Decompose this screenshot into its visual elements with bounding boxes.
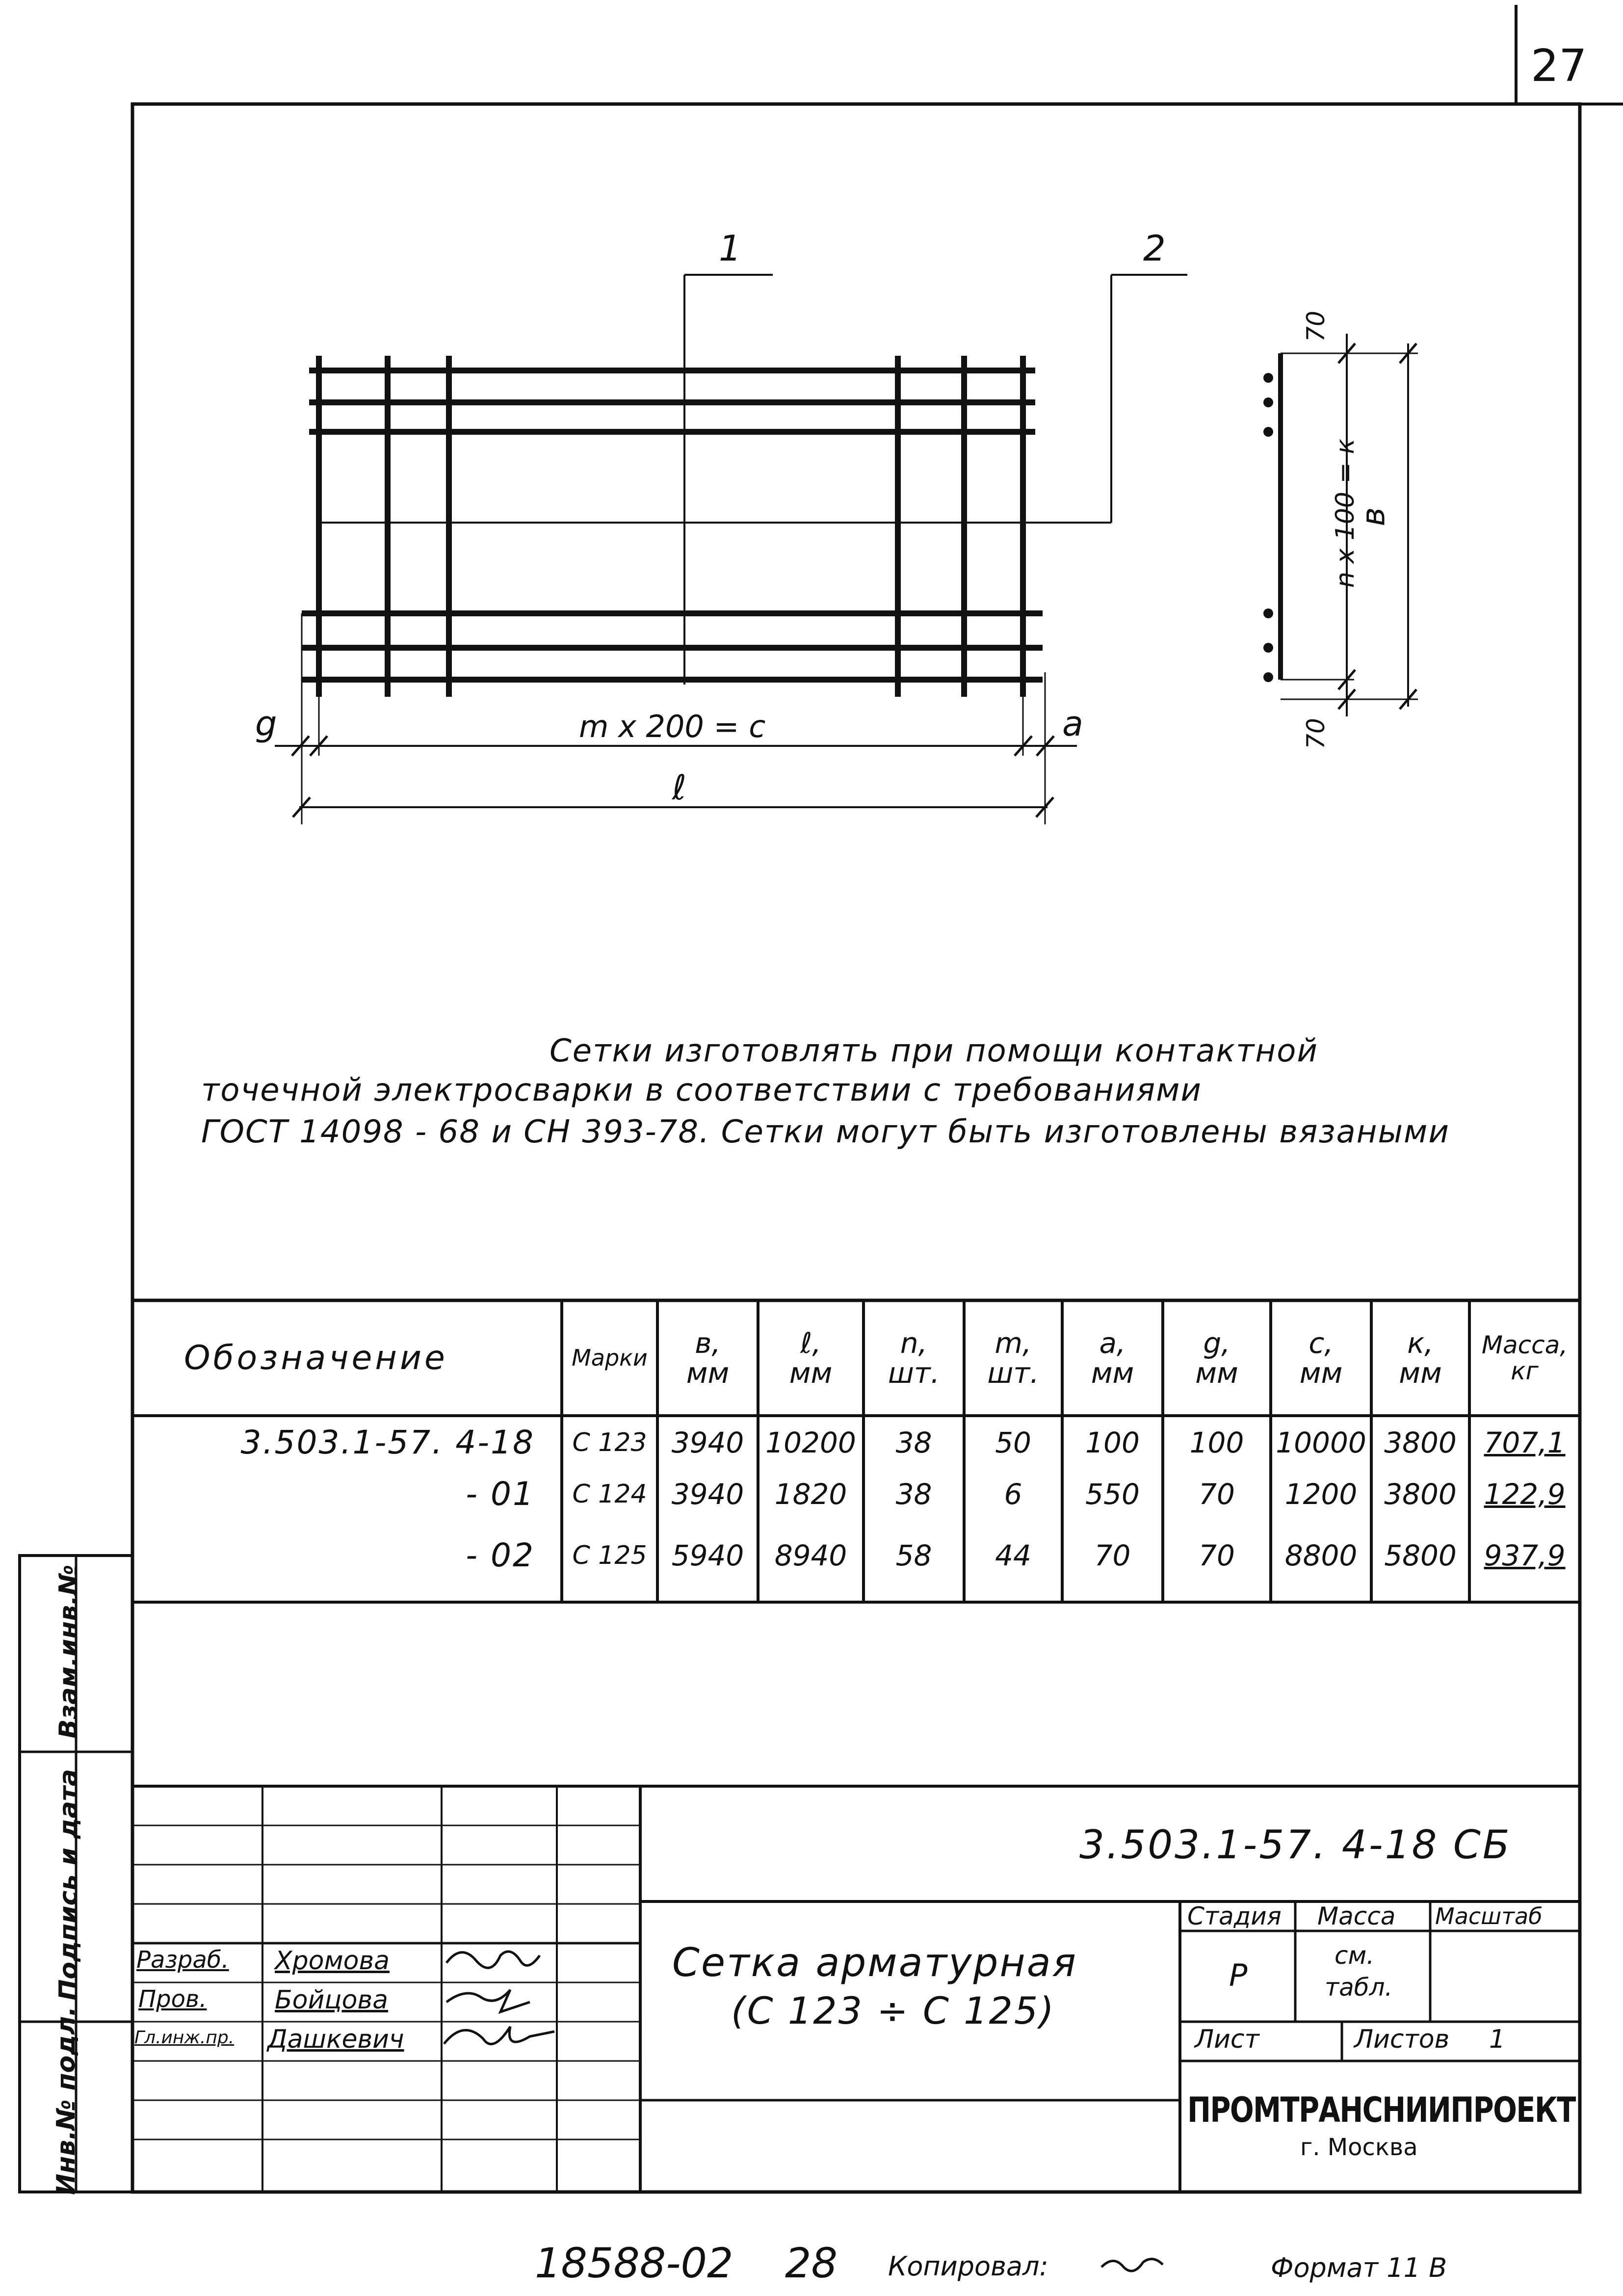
table-row-2-c: 8800 [1284, 1538, 1358, 1572]
th-m-top: m, [995, 1326, 1032, 1360]
th-c-unit: мм [1299, 1356, 1343, 1390]
table-row-2-k: 5800 [1384, 1538, 1457, 1572]
table-row-1-m: 6 [1004, 1477, 1022, 1511]
table-row-1-b: 3940 [671, 1477, 744, 1511]
table-row-2-l: 8940 [774, 1538, 847, 1572]
th-mass [1469, 1300, 1580, 1416]
table-row-2-m: 44 [995, 1538, 1031, 1572]
table-row-1-mark: С 124 [572, 1479, 647, 1509]
dim-70-bottom: 70 [1301, 718, 1330, 749]
callout-2: 2 [1143, 228, 1166, 269]
table-row-0-mass: 707,1 [1484, 1425, 1566, 1459]
sheets-label: Листов [1354, 2025, 1450, 2054]
th-b-unit: мм [686, 1356, 730, 1390]
th-a-unit: мм [1091, 1356, 1134, 1390]
table-row-2-designation: - 02 [466, 1536, 535, 1575]
table-row-1-mass: 122,9 [1484, 1477, 1566, 1511]
doc-code: 3.503.1-57. 4-18 СБ [1079, 1822, 1512, 1868]
sheet-label: Лист [1195, 2025, 1259, 2054]
th-l-top: ℓ, [800, 1326, 821, 1360]
signer-role-2: Гл.инж.пр. [134, 2028, 235, 2048]
th-c-top: c, [1309, 1326, 1334, 1360]
th-b-top: в, [695, 1326, 721, 1360]
side-vzam-label: Взам.инв.№ [54, 1564, 83, 1739]
th-g-unit: мм [1195, 1356, 1238, 1390]
footer-copied-label: Копировал: [888, 2251, 1048, 2282]
org-city: г. Москва [1300, 2134, 1418, 2161]
signer-name-0: Хромова [275, 1946, 390, 1976]
org-name: ПРОМТРАНСНИИПРОЕКТ [1187, 2090, 1575, 2130]
footer-format: Формат 11 В [1271, 2252, 1447, 2283]
th-b [657, 1300, 758, 1416]
table-row-0-mark: С 123 [572, 1427, 647, 1457]
table-row-0-k: 3800 [1384, 1425, 1457, 1459]
note-line-3: ГОСТ 14098 - 68 и СН 393-78. Сетки могут быть изготовлены вязаными [201, 1114, 1450, 1150]
side-inv-label: Инв.№ подл. [52, 2006, 81, 2195]
th-m-unit: шт. [987, 1356, 1039, 1390]
th-designation: Обозначение [184, 1338, 448, 1377]
scale-label: Масштаб [1435, 1903, 1543, 1929]
th-n [864, 1300, 964, 1416]
dim-70-top: 70 [1301, 311, 1330, 342]
table-row-0-designation: 3.503.1-57. 4-18 [240, 1424, 535, 1462]
side-podpis-label: Подпись и дата [54, 1768, 83, 2001]
th-n-unit: шт. [888, 1356, 940, 1390]
footer-page: 28 [785, 2239, 838, 2287]
th-mass-unit: кг [1511, 1356, 1539, 1385]
table-row-0-b: 3940 [671, 1425, 744, 1459]
stage-value: Р [1229, 1957, 1248, 1993]
sheet-number: 27 [1531, 40, 1587, 92]
table-row-1-a: 550 [1085, 1477, 1140, 1511]
table-row-1-c: 1200 [1284, 1477, 1358, 1511]
mass-label: Масса [1317, 1902, 1396, 1930]
dim-nk-label: n x 100 = к [1331, 438, 1361, 588]
table-row-1-n: 38 [895, 1477, 932, 1511]
table-row-2-mark: С 125 [572, 1540, 647, 1570]
table-row-0-l: 10200 [765, 1425, 856, 1459]
sheets-value: 1 [1489, 2025, 1506, 2054]
table-row-1-g: 70 [1199, 1477, 1235, 1511]
th-k-top: к, [1407, 1326, 1434, 1360]
table-row-0-n: 38 [895, 1425, 932, 1459]
th-mark: Марки [572, 1345, 648, 1372]
note-line-2: точечной электросварки в соответствии с требованиями [201, 1072, 1202, 1108]
table-row-0-c: 10000 [1276, 1425, 1366, 1459]
th-a-top: a, [1099, 1326, 1126, 1360]
table-row-2-g: 70 [1199, 1538, 1235, 1572]
note-line-1: Сетки изготовлять при помощи контактной [550, 1033, 1318, 1069]
th-g-top: g, [1203, 1326, 1230, 1360]
mass-value-1: см. [1335, 1941, 1375, 1970]
dim-mc-label: m x 200 = c [579, 709, 766, 744]
th-k [1371, 1300, 1469, 1416]
mass-value-2: табл. [1325, 1973, 1393, 2002]
th-g [1163, 1300, 1271, 1416]
table-row-0-g: 100 [1189, 1425, 1244, 1459]
signer-role-1: Пров. [138, 1985, 207, 2013]
dim-b-label: в [1354, 507, 1392, 527]
signer-name-1: Бойцова [275, 1985, 389, 2015]
table-row-2-a: 70 [1094, 1538, 1131, 1572]
table-row-0-m: 50 [995, 1425, 1031, 1459]
stage-label: Стадия [1187, 1902, 1282, 1930]
table-row-2-mass: 937,9 [1484, 1538, 1566, 1572]
th-c [1271, 1300, 1371, 1416]
signer-name-2: Дашкевич [267, 2025, 404, 2054]
th-m [964, 1300, 1062, 1416]
signer-role-0: Разраб. [136, 1946, 229, 1974]
title-line-2: (С 123 ÷ С 125) [731, 1989, 1055, 2032]
table-row-1-l: 1820 [774, 1477, 847, 1511]
table-row-1-designation: - 01 [466, 1475, 535, 1513]
th-l-unit: мм [789, 1356, 833, 1390]
table-row-1-k: 3800 [1384, 1477, 1457, 1511]
th-mass-top: Масса, [1481, 1331, 1568, 1359]
th-l [758, 1300, 864, 1416]
dim-a-label: a [1062, 704, 1083, 744]
dim-g-label: g [255, 704, 277, 744]
table-row-2-n: 58 [895, 1538, 932, 1572]
th-a [1062, 1300, 1163, 1416]
footer-number: 18588-02 [535, 2239, 733, 2287]
table-row-2-b: 5940 [671, 1538, 744, 1572]
table-row-0-a: 100 [1085, 1425, 1140, 1459]
th-k-unit: мм [1399, 1356, 1442, 1390]
dim-l-label: ℓ [672, 767, 686, 808]
th-n-top: n, [900, 1326, 928, 1360]
callout-1: 1 [719, 228, 741, 269]
title-line-1: Сетка арматурная [672, 1940, 1077, 1985]
